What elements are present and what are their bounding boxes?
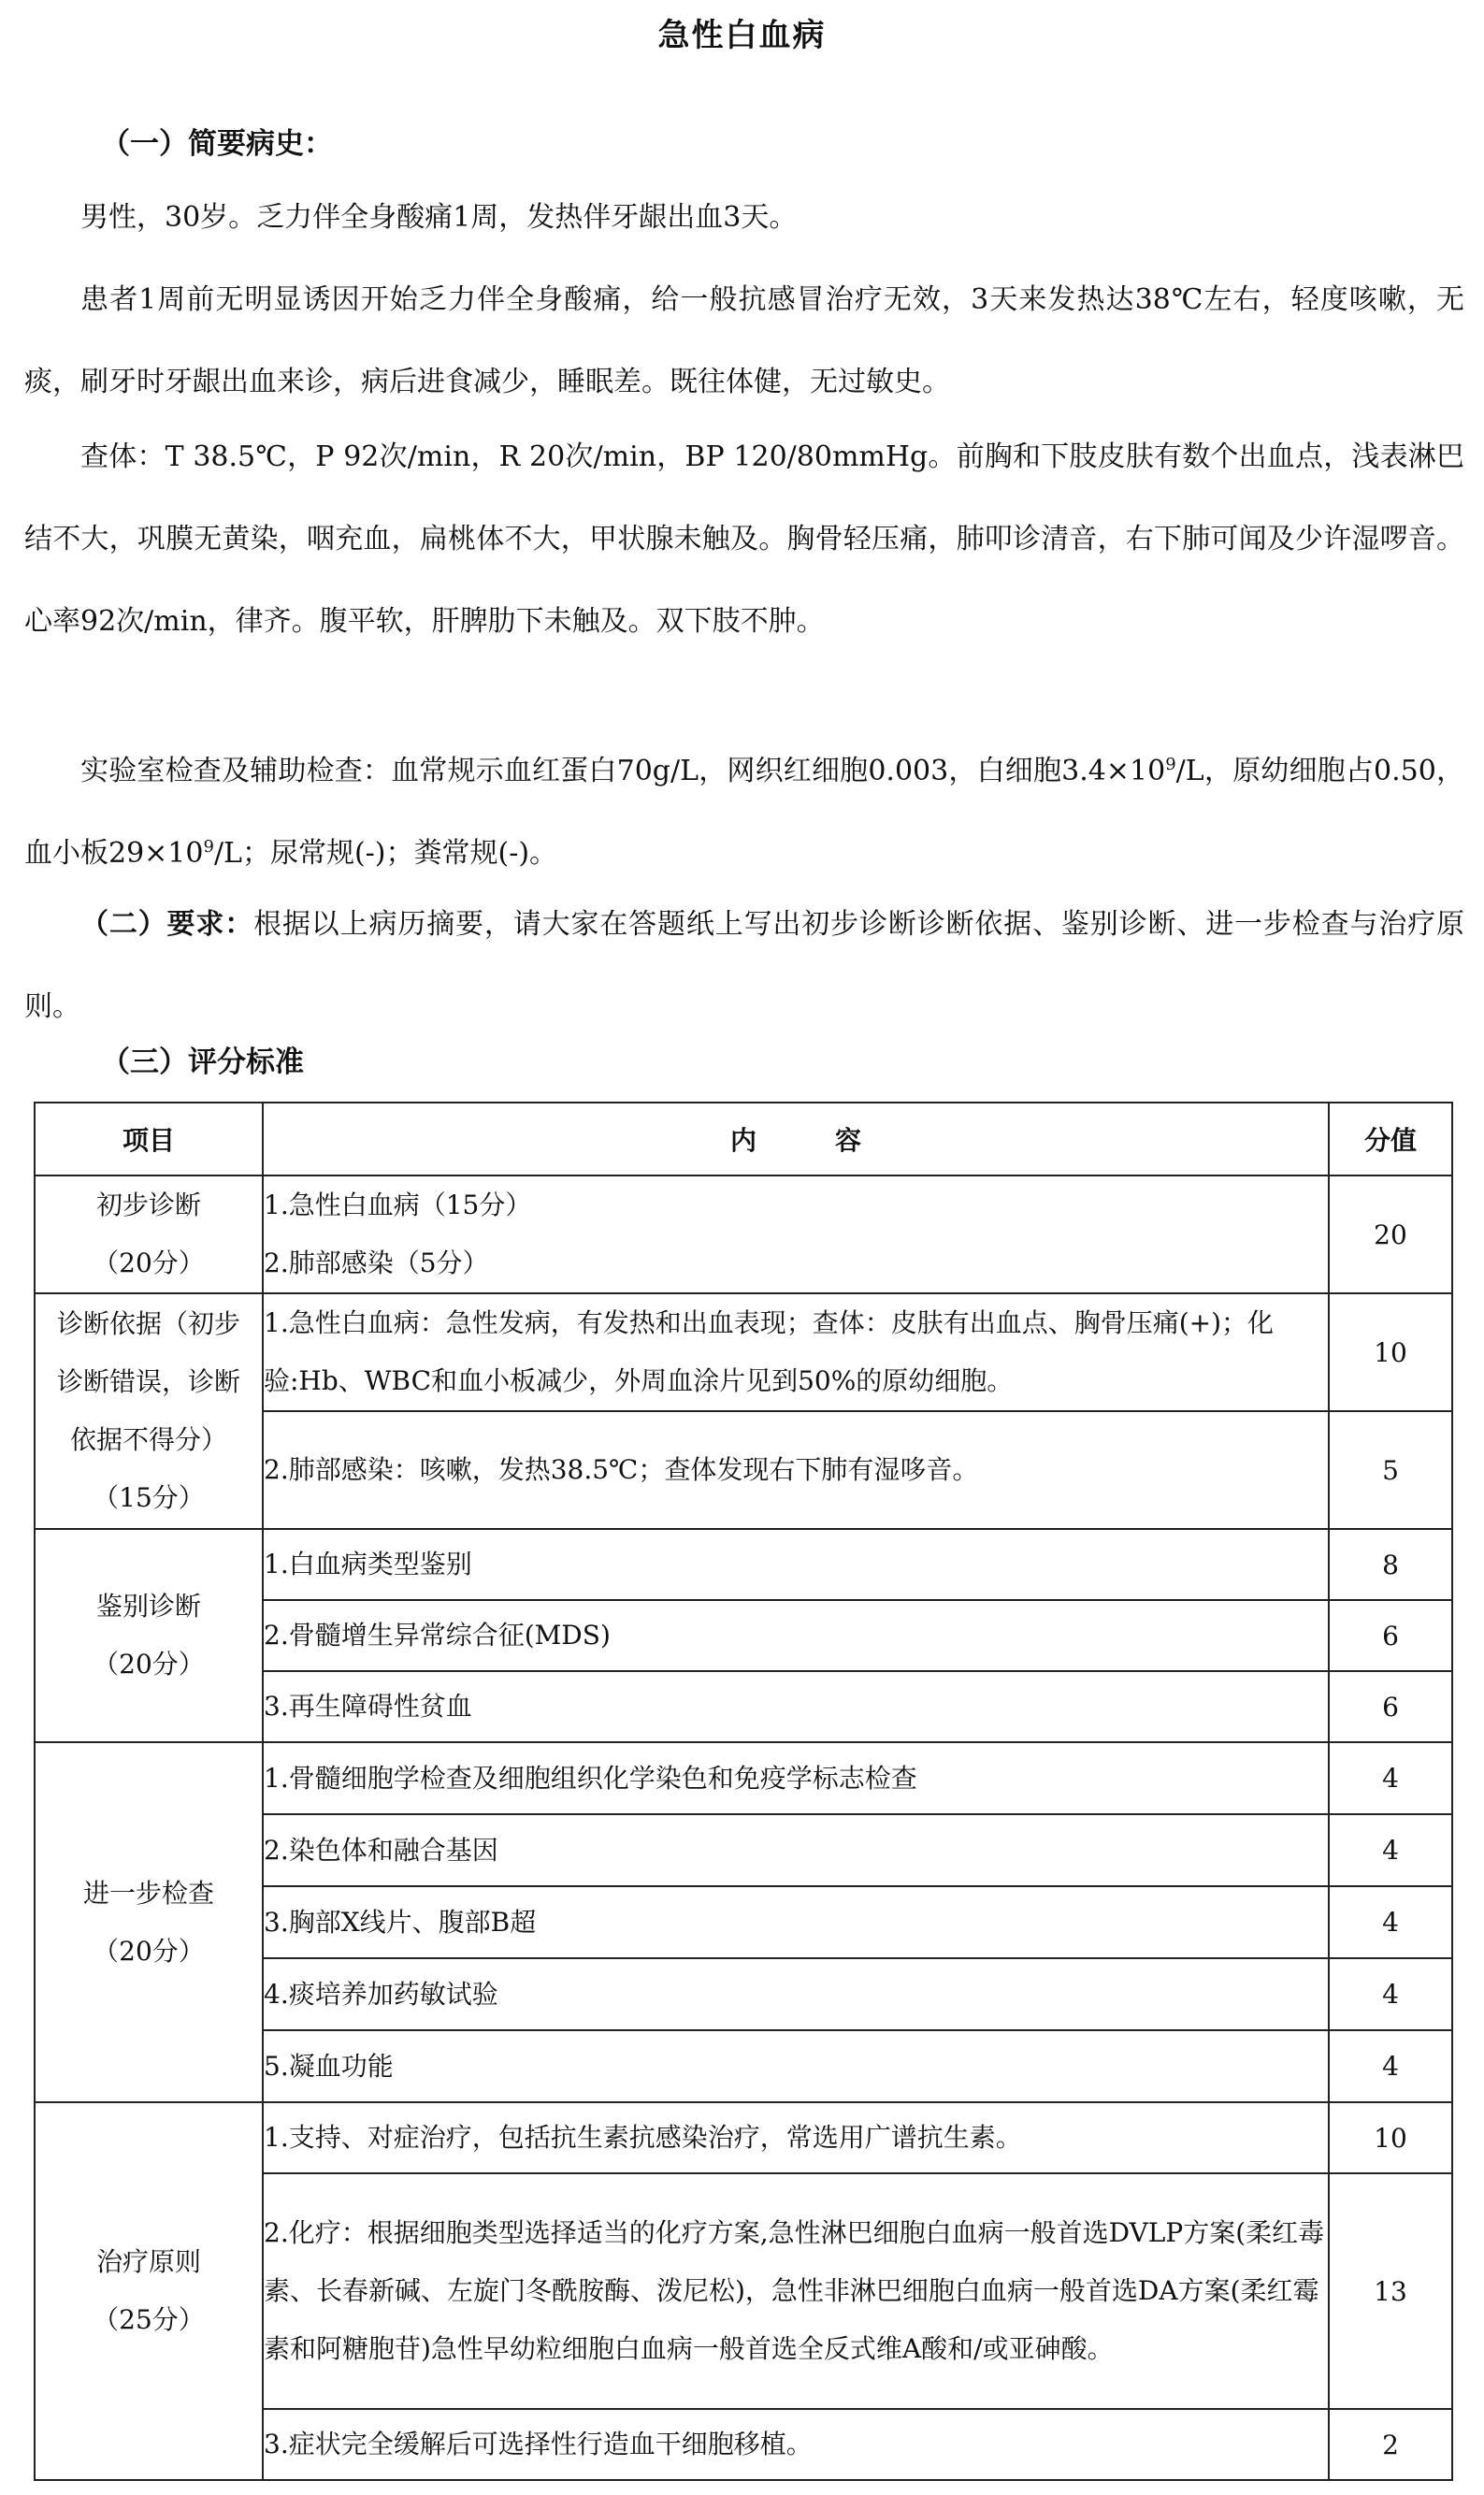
- lab-sup-1: 9: [1165, 755, 1176, 774]
- content-basis-lung: 2.肺部感染：咳嗽，发热38.5℃；查体发现右下肺有湿哆音。: [263, 1411, 1329, 1529]
- score-differential-2: 6: [1329, 1600, 1452, 1671]
- content-exam-3: 3.胸部X线片、腹部B超: [263, 1886, 1329, 1958]
- header-content: 内 容: [263, 1103, 1329, 1175]
- content-exam-1: 1.骨髓细胞学检查及细胞组织化学染色和免疫学标志检查: [263, 1742, 1329, 1814]
- score-initial-diagnosis: 20: [1329, 1175, 1452, 1293]
- score-treatment-3: 2: [1329, 2409, 1452, 2480]
- score-differential-1: 8: [1329, 1529, 1452, 1600]
- lab-text-b: /L，原幼细胞占0.50，血小板29×10: [24, 755, 1465, 870]
- lab-sup-2: 9: [203, 837, 214, 857]
- score-exam-4: 4: [1329, 1958, 1452, 2030]
- history-present-illness: 患者1周前无明显诱因开始乏力伴全身酸痛，给一般抗感冒治疗无效，3天来发热达38℃左右，轻度咳嗽，无痰，刷牙时牙龈出血来诊，病后进食减少，睡眠差。既往体健，无过敏史。: [24, 283, 1464, 398]
- score-treatment-2: 13: [1329, 2173, 1452, 2409]
- score-treatment-1: 10: [1329, 2102, 1452, 2173]
- table-row: [35, 1742, 1452, 1814]
- physical-exam: 查体：T 38.5℃，P 92次/min，R 20次/min，BP 120/80mmHg。前胸和下肢皮肤有数个出血点，浅表淋巴结不大，巩膜无黄染，咽充血，扁桃体不大，甲状腺未触及。胸骨轻压痛，肺叩诊清音，右下肺可闻及少许湿啰音。心率92次/min，律齐。腹平软，肝脾肋下未触及。双下肢不肿。: [24, 440, 1464, 638]
- score-exam-5: 4: [1329, 2030, 1452, 2102]
- content-treatment-3: 3.症状完全缓解后可选择性行造血干细胞移植。: [263, 2409, 1329, 2480]
- content-exam-4: 4.痰培养加药敏试验: [263, 1958, 1329, 2030]
- header-score: 分值: [1329, 1103, 1452, 1175]
- item-further-exam: 进一步检查 （20分）: [35, 1742, 263, 2102]
- lab-findings: [24, 730, 1464, 895]
- score-basis-leukemia: 10: [1329, 1293, 1452, 1411]
- history-summary: 男性，30岁。乏力伴全身酸痛1周，发热伴牙龈出血3天。: [80, 201, 798, 234]
- table-header-row: [35, 1103, 1452, 1175]
- content-differential-1: 1.白血病类型鉴别: [263, 1529, 1329, 1600]
- requirement-paragraph: [24, 884, 1464, 1048]
- item-initial-diagnosis: 初步诊断 （20分）: [35, 1175, 263, 1293]
- table-row: [35, 1175, 1452, 1293]
- page-title: 急性白血病: [657, 17, 827, 54]
- table-row: [35, 2102, 1452, 2173]
- score-exam-2: 4: [1329, 1814, 1452, 1886]
- item-diagnostic-basis: 诊断依据（初步 诊断错误，诊断 依据不得分） （15分）: [35, 1293, 263, 1529]
- lab-text-c: /L；尿常规(-)；粪常规(-)。: [213, 837, 558, 870]
- content-exam-5: 5.凝血功能: [263, 2030, 1329, 2102]
- content-differential-2: 2.骨髓增生异常综合征(MDS): [263, 1600, 1329, 1671]
- score-basis-lung: 5: [1329, 1411, 1452, 1529]
- content-exam-2: 2.染色体和融合基因: [263, 1814, 1329, 1886]
- score-exam-3: 4: [1329, 1886, 1452, 1958]
- table-row: [35, 1293, 1452, 1411]
- scoring-table: [34, 1102, 1453, 2481]
- scoring-heading: （三）评分标准: [101, 1046, 304, 1079]
- score-exam-1: 4: [1329, 1742, 1452, 1814]
- history-heading: （一）简要病史：: [101, 127, 333, 161]
- lab-text-a: 实验室检查及辅助检查：血常规示血红蛋白70g/L，网织红细胞0.003，白细胞3.4×10: [80, 755, 1166, 787]
- content-initial-diagnosis: 1.急性白血病（15分） 2.肺部感染（5分）: [263, 1175, 1329, 1293]
- content-differential-3: 3.再生障碍性贫血: [263, 1671, 1329, 1742]
- header-item: 项目: [35, 1103, 263, 1175]
- content-treatment-1: 1.支持、对症治疗，包括抗生素抗感染治疗，常选用广谱抗生素。: [263, 2102, 1329, 2173]
- table-row: [35, 1529, 1452, 1600]
- content-basis-leukemia: 1.急性白血病：急性发病，有发热和出血表现；查体：皮肤有出血点、胸骨压痛(+)；化验:Hb、WBC和血小板减少，外周血涂片见到50%的原幼细胞。: [263, 1293, 1329, 1411]
- item-treatment: 治疗原则 （25分）: [35, 2102, 263, 2480]
- item-differential: 鉴别诊断 （20分）: [35, 1529, 263, 1742]
- requirement-label: （二）要求：: [80, 908, 254, 941]
- content-treatment-2: 2.化疗：根据细胞类型选择适当的化疗方案,急性淋巴细胞白血病一般首选DVLP方案(柔红毒素、长春新碱、左旋门冬酰胺酶、泼尼松)，急性非淋巴细胞白血病一般首选DA方案(柔红霉素和阿糖胞苷)急性早幼粒细胞白血病一般首选全反式维A酸和/或亚砷酸。: [263, 2173, 1329, 2409]
- requirement-text: 根据以上病历摘要，请大家在答题纸上写出初步诊断诊断依据、鉴别诊断、进一步检查与治疗原则。: [24, 908, 1465, 1023]
- score-differential-3: 6: [1329, 1671, 1452, 1742]
